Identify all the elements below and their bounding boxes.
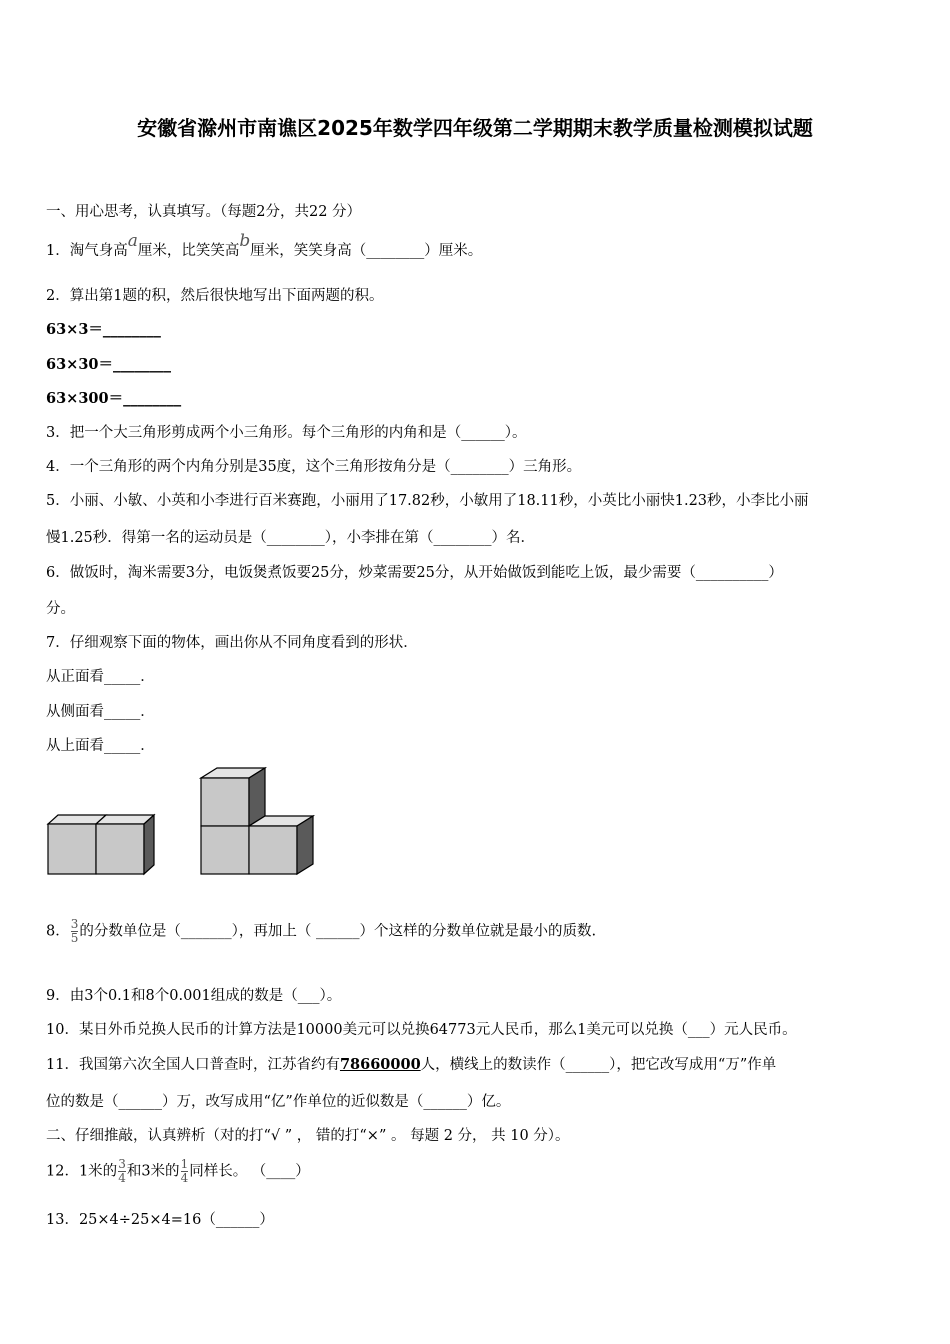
question-9: 9．由3个0.1和8个0.001组成的数是（___）。: [46, 988, 342, 1004]
question-3: 3．把一个大三角形剪成两个小三角形。每个三角形的内角和是（______）。: [46, 425, 527, 441]
question-13: 13．25×4÷25×4=16（______）: [46, 1212, 274, 1228]
question-5-line-1: 5．小丽、小敏、小英和小李进行百米赛跑，小丽用了17.82秒，小敏用了18.11秒，小英比小丽快1.23秒，小李比小丽: [46, 493, 809, 509]
question-11-line-2: 位的数是（______）万，改写成用“亿”作单位的近似数是（______）亿。: [46, 1094, 511, 1110]
q2-line-2: 63×30＝________: [46, 356, 172, 373]
section-1-heading: 一、用心思考，认真填写。（每题2分，共22 分）: [46, 204, 362, 220]
q12-fraction-2: $\frac{1}{4}$: [180, 1157, 189, 1185]
q7-side-view: 从侧面看_____．: [46, 704, 155, 720]
q2-line-1: 63×3＝________: [46, 321, 161, 338]
question-11-line-1: [46, 1055, 776, 1075]
q12-text-c: 同样长。 （____）: [189, 1163, 310, 1180]
q11-text-a: 11．我国第六次全国人口普查时，江苏省约有: [46, 1057, 340, 1073]
q1-var-a: a: [127, 231, 138, 251]
q2-line-3: 63×300＝________: [46, 390, 182, 407]
section-2-heading: 二、仔细推敲，认真辨析（对的打“√ ” ， 错的打“×” 。 每题 2 分， 共 10 分）。: [46, 1128, 570, 1144]
q11-text-b: 人，横线上的数读作（______），把它改写成用“万”作单: [420, 1057, 777, 1073]
q12-text-b: 和3米的: [126, 1163, 180, 1180]
question-8: [46, 918, 596, 945]
question-7: 7．仔细观察下面的物体，画出你从不同角度看到的形状．: [46, 635, 418, 651]
question-10: 10．某日外币兑换人民币的计算方法是10000美元可以兑换64773元人民币，那么1美元可以兑换（___）元人民币。: [46, 1022, 797, 1038]
q7-top-view: 从上面看_____．: [46, 738, 155, 754]
q8-fraction: $\frac{3}{5}$: [70, 917, 79, 945]
q7-front-view: 从正面看_____．: [46, 669, 155, 685]
q1-text-b: 厘米，比笑笑高: [137, 243, 240, 259]
q8-number: 8．: [46, 923, 70, 940]
q1-text-c: 厘米，笑笑身高（________）厘米。: [250, 243, 483, 259]
question-2: 2．算出第1题的积，然后很快地写出下面两题的积。: [46, 288, 384, 304]
q12-fraction-1: $\frac{3}{4}$: [118, 1157, 126, 1185]
page-title: 安徽省滁州市南谯区2025年数学四年级第二学期期末教学质量检测模拟试题: [137, 116, 813, 140]
q8-text: 的分数单位是（_______），再加上（ ______）个这样的分数单位就是最小的质数.: [79, 923, 597, 940]
question-1: [46, 231, 483, 261]
q11-population: 78660000: [339, 1056, 421, 1073]
question-6-line-2: 分。: [46, 601, 75, 617]
q1-var-b: b: [239, 231, 251, 251]
q12-text-a: 12．1米的: [46, 1163, 118, 1180]
q1-text-a: 1．淘气身高: [46, 243, 128, 259]
cubes-figure-right: [199, 766, 319, 878]
question-6-line-1: 6．做饭时，淘米需要3分，电饭煲煮饭要25分，炒菜需要25分，从开始做饭到能吃上饭，最少需要（__________）: [46, 565, 783, 581]
question-12: [46, 1158, 310, 1185]
question-5-line-2: 慢1.25秒．得第一名的运动员是（________），小李排在第（________）名．: [46, 530, 536, 546]
question-4: 4．一个三角形的两个内角分别是35度，这个三角形按角分是（________）三角形。: [46, 459, 582, 475]
cubes-figure-left: [46, 812, 166, 878]
